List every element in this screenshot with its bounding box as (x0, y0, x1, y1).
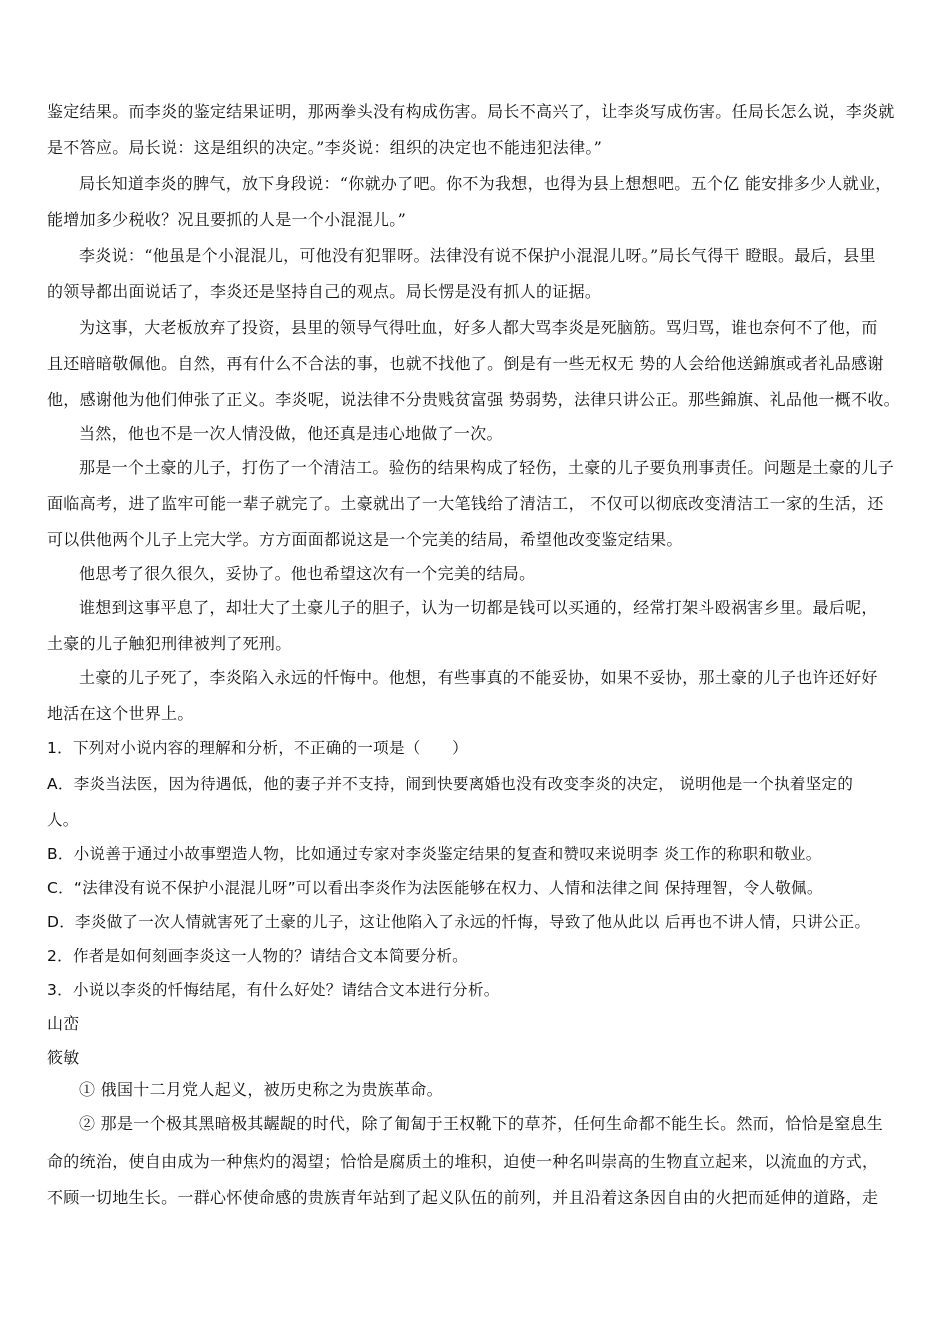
essay-author: 筱敏 (47, 1048, 80, 1067)
story-text-line: 那是一个土豪的儿子，打伤了一个清洁工。验伤的结果构成了轻伤，土豪的儿子要负刑事责任。问题是土豪的儿子 (79, 458, 895, 477)
question-2: 2．作者是如何刻画李炎这一人物的？请结合文本简要分析。 (47, 947, 468, 965)
story-text-line: 且还暗暗敬佩他。自然，再有什么不合法的事，也就不找他了。倒是有一些无权无 势的人会给他送錦旗或者礼品感谢 (47, 354, 884, 373)
question-3: 3．小说以李炎的忏悔结尾，有什么好处？请结合文本进行分析。 (47, 981, 500, 999)
story-text-line: 谁想到这事平息了，却壮大了土豪儿子的胆子，认为一切都是钱可以买通的，经常打架斗殴祸害乡里。最后呢， (79, 598, 878, 617)
essay-paragraph-2: ② 那是一个极其黑暗极其龌龊的时代，除了匍匐于王权靴下的草芥，任何生命都不能生长。然而，恰恰是窒息生 (79, 1114, 884, 1133)
story-text-line: 的领导都出面说话了，李炎还是坚持自己的观点。局长愣是没有抓人的证据。 (47, 282, 602, 301)
story-text-line: 为这事，大老板放弃了投资，县里的领导气得吐血，好多人都大骂李炎是死脑筋。骂归骂，谁也奈何不了他，而 (79, 318, 878, 337)
question-1-option-b: B．小说善于通过小故事塑造人物，比如通过专家对李炎鉴定结果的复查和赞叹来说明李 炎工作的称职和敬业。 (47, 845, 822, 863)
question-1-option-a-cont: 人。 (47, 811, 79, 829)
story-text-line: 能增加多少税收？况且要抓的人是一个小混混儿。” (47, 210, 407, 229)
essay-paragraph-2-cont: 命的统治，使自由成为一种焦灼的渴望；恰恰是腐质土的堆积，迫使一种名叫崇高的生物直立起来，以流血的方式， (47, 1152, 879, 1171)
question-1-option-a: A．李炎当法医，因为待遇低，他的妻子并不支持，闹到快要离婚也没有改变李炎的决定， 说明他是一个执着坚定的 (47, 775, 854, 793)
story-text-line: 可以供他两个儿子上完大学。方方面面都说这是一个完美的结局，希望他改变鉴定结果。 (47, 530, 683, 549)
story-text-line: 面临高考，进了监牢可能一辈子就完了。土豪就出了一大笔钱给了清洁工， 不仅可以彻底改变清洁工一家的生活，还 (47, 494, 884, 513)
question-1-option-d: D．李炎做了一次人情就害死了土豪的儿子，这让他陷入了永远的忏悔，导致了他从此以 后再也不讲人情，只讲公正。 (47, 913, 871, 931)
story-text-line: 土豪的儿子死了，李炎陷入永远的忏悔中。他想，有些事真的不能妥协，如果不妥协，那土豪的儿子也许还好好 (79, 668, 878, 687)
essay-paragraph-2-cont: 不顾一切地生长。一群心怀使命感的贵族青年站到了起义队伍的前列，并且沿着这条因自由的火把而延伸的道路，走 (47, 1188, 879, 1207)
question-1-option-c: C．“法律没有说不保护小混混儿呀”可以看出李炎作为法医能够在权力、人情和法律之间 保持理智，令人敬佩。 (47, 879, 823, 897)
story-text-line: 当然，他也不是一次人情没做，他还真是违心地做了一次。 (79, 424, 503, 443)
story-text-line: 他思考了很久很久，妥协了。他也希望这次有一个完美的结局。 (79, 564, 536, 583)
story-text-line: 他，感谢他为他们伸张了正义。李炎呢，说法律不分贵贱贫富强 势弱势，法律只讲公正。那些錦旗、礼品他一概不收。 (47, 390, 900, 409)
story-text-line: 土豪的儿子触犯刑律被判了死刑。 (47, 634, 292, 653)
story-text-line: 李炎说：“他虽是个小混混儿，可他没有犯罪呀。法律没有说不保护小混混儿呀。”局长气得干 瞪眼。最后，县里 (79, 246, 876, 265)
story-text-line: 鉴定结果。而李炎的鉴定结果证明，那两拳头没有构成伤害。局长不高兴了，让李炎写成伤害。任局长怎么说，李炎就 (47, 102, 895, 121)
story-text-line: 地活在这个世界上。 (47, 704, 194, 723)
essay-title: 山峦 (47, 1014, 80, 1033)
question-1-stem: 1．下列对小说内容的理解和分析，不正确的一项是（ ） (47, 739, 468, 757)
story-text-line: 局长知道李炎的脾气，放下身段说：“你就办了吧。你不为我想，也得为县上想想吧。五个亿 能安排多少人就业， (79, 174, 892, 193)
essay-paragraph-1: ① 俄国十二月党人起义，被历史称之为贵族革命。 (79, 1080, 443, 1099)
story-text-line: 是不答应。局长说：这是组织的决定。”李炎说：组织的决定也不能违犯法律。” (47, 138, 603, 157)
